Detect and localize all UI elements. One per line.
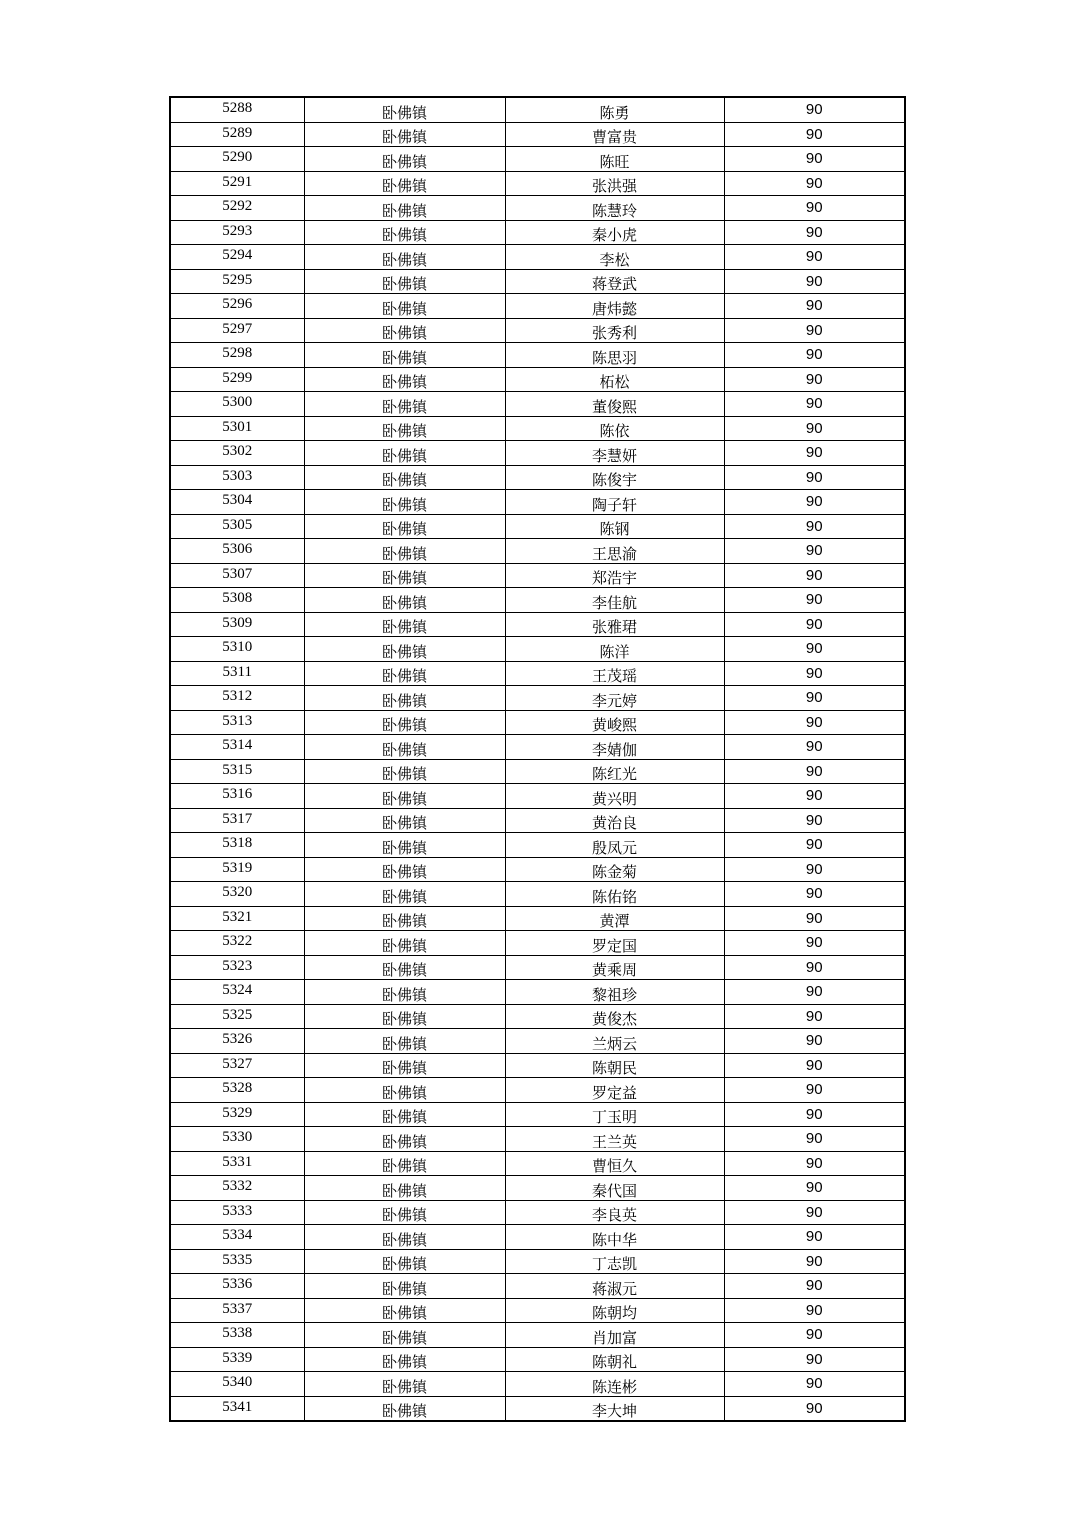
table-row — [170, 686, 905, 711]
table-row — [170, 343, 905, 368]
cell-town: 卧佛镇 — [304, 955, 505, 980]
cell-score: 90 — [724, 1102, 905, 1127]
cell-serial-number: 5305 — [170, 514, 304, 539]
cell-town: 卧佛镇 — [304, 539, 505, 564]
cell-score: 90 — [724, 637, 905, 662]
cell-town: 卧佛镇 — [304, 1372, 505, 1397]
table-row — [170, 1029, 905, 1054]
cell-town: 卧佛镇 — [304, 122, 505, 147]
cell-serial-number: 5321 — [170, 906, 304, 931]
cell-score: 90 — [724, 784, 905, 809]
cell-town: 卧佛镇 — [304, 931, 505, 956]
cell-score: 90 — [724, 1151, 905, 1176]
cell-person-name: 张雅珺 — [505, 612, 724, 637]
table-row — [170, 1396, 905, 1421]
cell-town: 卧佛镇 — [304, 196, 505, 221]
cell-score: 90 — [724, 661, 905, 686]
cell-serial-number: 5323 — [170, 955, 304, 980]
cell-serial-number: 5317 — [170, 808, 304, 833]
cell-town: 卧佛镇 — [304, 490, 505, 515]
cell-score: 90 — [724, 1127, 905, 1152]
table-row — [170, 612, 905, 637]
cell-town: 卧佛镇 — [304, 392, 505, 417]
cell-town: 卧佛镇 — [304, 1102, 505, 1127]
cell-town: 卧佛镇 — [304, 1396, 505, 1421]
cell-person-name: 李慧妍 — [505, 441, 724, 466]
cell-person-name: 王思渝 — [505, 539, 724, 564]
cell-score: 90 — [724, 735, 905, 760]
cell-town: 卧佛镇 — [304, 269, 505, 294]
cell-town: 卧佛镇 — [304, 245, 505, 270]
cell-person-name: 李大坤 — [505, 1396, 724, 1421]
cell-town: 卧佛镇 — [304, 1053, 505, 1078]
table-row — [170, 637, 905, 662]
table-row — [170, 171, 905, 196]
cell-serial-number: 5313 — [170, 710, 304, 735]
cell-score: 90 — [724, 1372, 905, 1397]
cell-serial-number: 5293 — [170, 220, 304, 245]
table-row — [170, 294, 905, 319]
cell-score: 90 — [724, 220, 905, 245]
cell-town: 卧佛镇 — [304, 661, 505, 686]
cell-score: 90 — [724, 931, 905, 956]
table-row — [170, 122, 905, 147]
cell-score: 90 — [724, 588, 905, 613]
cell-town: 卧佛镇 — [304, 343, 505, 368]
cell-serial-number: 5341 — [170, 1396, 304, 1421]
cell-person-name: 陈钢 — [505, 514, 724, 539]
cell-town: 卧佛镇 — [304, 1029, 505, 1054]
cell-score: 90 — [724, 857, 905, 882]
cell-person-name: 黄治良 — [505, 808, 724, 833]
cell-person-name: 秦代国 — [505, 1176, 724, 1201]
table-row — [170, 1200, 905, 1225]
cell-serial-number: 5338 — [170, 1323, 304, 1348]
cell-score: 90 — [724, 1323, 905, 1348]
cell-town: 卧佛镇 — [304, 759, 505, 784]
cell-town: 卧佛镇 — [304, 1249, 505, 1274]
cell-serial-number: 5324 — [170, 980, 304, 1005]
cell-town: 卧佛镇 — [304, 1127, 505, 1152]
cell-score: 90 — [724, 122, 905, 147]
table-row — [170, 857, 905, 882]
table-row — [170, 220, 905, 245]
table-row — [170, 1176, 905, 1201]
cell-person-name: 李松 — [505, 245, 724, 270]
cell-person-name: 黎祖珍 — [505, 980, 724, 1005]
cell-serial-number: 5325 — [170, 1004, 304, 1029]
cell-person-name: 王兰英 — [505, 1127, 724, 1152]
cell-serial-number: 5310 — [170, 637, 304, 662]
cell-score: 90 — [724, 1004, 905, 1029]
table-row — [170, 196, 905, 221]
cell-person-name: 陈朝礼 — [505, 1347, 724, 1372]
cell-person-name: 陈朝均 — [505, 1298, 724, 1323]
cell-score: 90 — [724, 906, 905, 931]
cell-score: 90 — [724, 318, 905, 343]
cell-town: 卧佛镇 — [304, 1004, 505, 1029]
cell-person-name: 唐炜懿 — [505, 294, 724, 319]
cell-score: 90 — [724, 1029, 905, 1054]
table-row — [170, 955, 905, 980]
cell-person-name: 陈金菊 — [505, 857, 724, 882]
cell-serial-number: 5302 — [170, 441, 304, 466]
cell-serial-number: 5335 — [170, 1249, 304, 1274]
cell-town: 卧佛镇 — [304, 1176, 505, 1201]
cell-score: 90 — [724, 539, 905, 564]
table-row — [170, 808, 905, 833]
cell-person-name: 蒋淑元 — [505, 1274, 724, 1299]
table-row — [170, 710, 905, 735]
cell-person-name: 陈俊宇 — [505, 465, 724, 490]
cell-serial-number: 5331 — [170, 1151, 304, 1176]
cell-town: 卧佛镇 — [304, 514, 505, 539]
cell-serial-number: 5307 — [170, 563, 304, 588]
cell-score: 90 — [724, 1249, 905, 1274]
cell-score: 90 — [724, 808, 905, 833]
cell-serial-number: 5320 — [170, 882, 304, 907]
cell-serial-number: 5300 — [170, 392, 304, 417]
cell-score: 90 — [724, 465, 905, 490]
cell-town: 卧佛镇 — [304, 441, 505, 466]
cell-serial-number: 5297 — [170, 318, 304, 343]
table-row — [170, 906, 905, 931]
cell-serial-number: 5296 — [170, 294, 304, 319]
cell-score: 90 — [724, 1078, 905, 1103]
cell-person-name: 肖加富 — [505, 1323, 724, 1348]
cell-serial-number: 5291 — [170, 171, 304, 196]
cell-score: 90 — [724, 343, 905, 368]
table-row — [170, 514, 905, 539]
cell-town: 卧佛镇 — [304, 1298, 505, 1323]
cell-town: 卧佛镇 — [304, 1151, 505, 1176]
cell-person-name: 蒋登武 — [505, 269, 724, 294]
cell-town: 卧佛镇 — [304, 97, 505, 122]
cell-serial-number: 5318 — [170, 833, 304, 858]
table-row — [170, 539, 905, 564]
roster-table — [169, 96, 906, 1422]
table-row — [170, 1298, 905, 1323]
cell-serial-number: 5298 — [170, 343, 304, 368]
cell-serial-number: 5294 — [170, 245, 304, 270]
table-row — [170, 784, 905, 809]
table-row — [170, 735, 905, 760]
cell-town: 卧佛镇 — [304, 735, 505, 760]
cell-serial-number: 5295 — [170, 269, 304, 294]
table-row — [170, 1347, 905, 1372]
cell-town: 卧佛镇 — [304, 416, 505, 441]
roster-table-body — [170, 97, 905, 1421]
cell-serial-number: 5308 — [170, 588, 304, 613]
cell-person-name: 陈洋 — [505, 637, 724, 662]
cell-serial-number: 5311 — [170, 661, 304, 686]
cell-serial-number: 5319 — [170, 857, 304, 882]
cell-serial-number: 5289 — [170, 122, 304, 147]
cell-person-name: 黄峻熙 — [505, 710, 724, 735]
cell-serial-number: 5328 — [170, 1078, 304, 1103]
cell-score: 90 — [724, 367, 905, 392]
cell-score: 90 — [724, 1298, 905, 1323]
cell-serial-number: 5303 — [170, 465, 304, 490]
cell-score: 90 — [724, 686, 905, 711]
cell-person-name: 陈思羽 — [505, 343, 724, 368]
cell-serial-number: 5333 — [170, 1200, 304, 1225]
cell-serial-number: 5330 — [170, 1127, 304, 1152]
cell-person-name: 柘松 — [505, 367, 724, 392]
cell-person-name: 陈旺 — [505, 147, 724, 172]
cell-town: 卧佛镇 — [304, 147, 505, 172]
cell-person-name: 秦小虎 — [505, 220, 724, 245]
cell-score: 90 — [724, 441, 905, 466]
cell-person-name: 陈慧玲 — [505, 196, 724, 221]
cell-person-name: 张洪强 — [505, 171, 724, 196]
cell-town: 卧佛镇 — [304, 294, 505, 319]
cell-serial-number: 5339 — [170, 1347, 304, 1372]
table-row — [170, 931, 905, 956]
cell-person-name: 陈中华 — [505, 1225, 724, 1250]
cell-town: 卧佛镇 — [304, 465, 505, 490]
cell-town: 卧佛镇 — [304, 1225, 505, 1250]
cell-score: 90 — [724, 490, 905, 515]
cell-person-name: 兰炳云 — [505, 1029, 724, 1054]
cell-score: 90 — [724, 1396, 905, 1421]
table-row — [170, 833, 905, 858]
cell-serial-number: 5292 — [170, 196, 304, 221]
cell-person-name: 王茂瑶 — [505, 661, 724, 686]
cell-town: 卧佛镇 — [304, 808, 505, 833]
cell-serial-number: 5304 — [170, 490, 304, 515]
cell-person-name: 曹富贵 — [505, 122, 724, 147]
cell-town: 卧佛镇 — [304, 563, 505, 588]
table-row — [170, 1053, 905, 1078]
cell-town: 卧佛镇 — [304, 612, 505, 637]
cell-town: 卧佛镇 — [304, 906, 505, 931]
table-row — [170, 490, 905, 515]
cell-person-name: 郑浩宇 — [505, 563, 724, 588]
cell-person-name: 李婧伽 — [505, 735, 724, 760]
table-row — [170, 465, 905, 490]
cell-score: 90 — [724, 147, 905, 172]
cell-town: 卧佛镇 — [304, 588, 505, 613]
table-row — [170, 1102, 905, 1127]
cell-score: 90 — [724, 514, 905, 539]
table-row — [170, 367, 905, 392]
cell-score: 90 — [724, 563, 905, 588]
cell-town: 卧佛镇 — [304, 1274, 505, 1299]
cell-person-name: 张秀利 — [505, 318, 724, 343]
table-row — [170, 416, 905, 441]
table-row — [170, 269, 905, 294]
cell-score: 90 — [724, 955, 905, 980]
cell-score: 90 — [724, 245, 905, 270]
cell-person-name: 陈连彬 — [505, 1372, 724, 1397]
cell-score: 90 — [724, 1176, 905, 1201]
cell-person-name: 黄潭 — [505, 906, 724, 931]
table-row — [170, 1249, 905, 1274]
cell-serial-number: 5327 — [170, 1053, 304, 1078]
cell-serial-number: 5340 — [170, 1372, 304, 1397]
cell-person-name: 陈勇 — [505, 97, 724, 122]
cell-person-name: 陈红光 — [505, 759, 724, 784]
cell-serial-number: 5309 — [170, 612, 304, 637]
cell-person-name: 罗定国 — [505, 931, 724, 956]
cell-person-name: 黄兴明 — [505, 784, 724, 809]
cell-person-name: 李良英 — [505, 1200, 724, 1225]
cell-person-name: 陶子轩 — [505, 490, 724, 515]
cell-town: 卧佛镇 — [304, 1200, 505, 1225]
cell-serial-number: 5336 — [170, 1274, 304, 1299]
cell-town: 卧佛镇 — [304, 1323, 505, 1348]
cell-person-name: 丁玉明 — [505, 1102, 724, 1127]
cell-score: 90 — [724, 196, 905, 221]
cell-person-name: 陈佑铭 — [505, 882, 724, 907]
table-row — [170, 147, 905, 172]
table-row — [170, 1323, 905, 1348]
cell-person-name: 罗定益 — [505, 1078, 724, 1103]
cell-serial-number: 5290 — [170, 147, 304, 172]
cell-town: 卧佛镇 — [304, 686, 505, 711]
cell-score: 90 — [724, 392, 905, 417]
cell-score: 90 — [724, 97, 905, 122]
cell-score: 90 — [724, 1274, 905, 1299]
cell-person-name: 李元婷 — [505, 686, 724, 711]
cell-serial-number: 5299 — [170, 367, 304, 392]
table-row — [170, 245, 905, 270]
cell-town: 卧佛镇 — [304, 980, 505, 1005]
table-row — [170, 1004, 905, 1029]
table-row — [170, 661, 905, 686]
cell-town: 卧佛镇 — [304, 220, 505, 245]
cell-serial-number: 5314 — [170, 735, 304, 760]
cell-score: 90 — [724, 416, 905, 441]
cell-score: 90 — [724, 980, 905, 1005]
table-row — [170, 97, 905, 122]
cell-serial-number: 5312 — [170, 686, 304, 711]
cell-person-name: 丁志凯 — [505, 1249, 724, 1274]
cell-town: 卧佛镇 — [304, 318, 505, 343]
cell-town: 卧佛镇 — [304, 171, 505, 196]
cell-person-name: 李佳航 — [505, 588, 724, 613]
cell-person-name: 曹恒久 — [505, 1151, 724, 1176]
table-row — [170, 1225, 905, 1250]
cell-score: 90 — [724, 833, 905, 858]
cell-town: 卧佛镇 — [304, 857, 505, 882]
cell-person-name: 陈依 — [505, 416, 724, 441]
table-row — [170, 1127, 905, 1152]
table-row — [170, 882, 905, 907]
cell-serial-number: 5306 — [170, 539, 304, 564]
cell-town: 卧佛镇 — [304, 784, 505, 809]
cell-town: 卧佛镇 — [304, 367, 505, 392]
table-row — [170, 1372, 905, 1397]
cell-person-name: 陈朝民 — [505, 1053, 724, 1078]
cell-person-name: 董俊熙 — [505, 392, 724, 417]
cell-score: 90 — [724, 612, 905, 637]
cell-town: 卧佛镇 — [304, 882, 505, 907]
cell-score: 90 — [724, 294, 905, 319]
cell-serial-number: 5332 — [170, 1176, 304, 1201]
cell-town: 卧佛镇 — [304, 1347, 505, 1372]
cell-town: 卧佛镇 — [304, 637, 505, 662]
cell-score: 90 — [724, 269, 905, 294]
cell-serial-number: 5337 — [170, 1298, 304, 1323]
table-row — [170, 1151, 905, 1176]
table-row — [170, 318, 905, 343]
cell-score: 90 — [724, 882, 905, 907]
cell-serial-number: 5288 — [170, 97, 304, 122]
table-row — [170, 759, 905, 784]
cell-score: 90 — [724, 1200, 905, 1225]
table-row — [170, 563, 905, 588]
cell-serial-number: 5329 — [170, 1102, 304, 1127]
cell-score: 90 — [724, 759, 905, 784]
cell-serial-number: 5301 — [170, 416, 304, 441]
cell-score: 90 — [724, 171, 905, 196]
cell-score: 90 — [724, 1225, 905, 1250]
cell-serial-number: 5316 — [170, 784, 304, 809]
cell-serial-number: 5334 — [170, 1225, 304, 1250]
table-row — [170, 1274, 905, 1299]
cell-person-name: 黄乘周 — [505, 955, 724, 980]
cell-person-name: 殷凤元 — [505, 833, 724, 858]
cell-serial-number: 5326 — [170, 1029, 304, 1054]
cell-score: 90 — [724, 1347, 905, 1372]
table-row — [170, 588, 905, 613]
table-row — [170, 392, 905, 417]
cell-town: 卧佛镇 — [304, 833, 505, 858]
table-row — [170, 441, 905, 466]
cell-score: 90 — [724, 1053, 905, 1078]
cell-town: 卧佛镇 — [304, 710, 505, 735]
cell-town: 卧佛镇 — [304, 1078, 505, 1103]
cell-score: 90 — [724, 710, 905, 735]
cell-person-name: 黄俊杰 — [505, 1004, 724, 1029]
table-row — [170, 980, 905, 1005]
table-row — [170, 1078, 905, 1103]
cell-serial-number: 5322 — [170, 931, 304, 956]
cell-serial-number: 5315 — [170, 759, 304, 784]
